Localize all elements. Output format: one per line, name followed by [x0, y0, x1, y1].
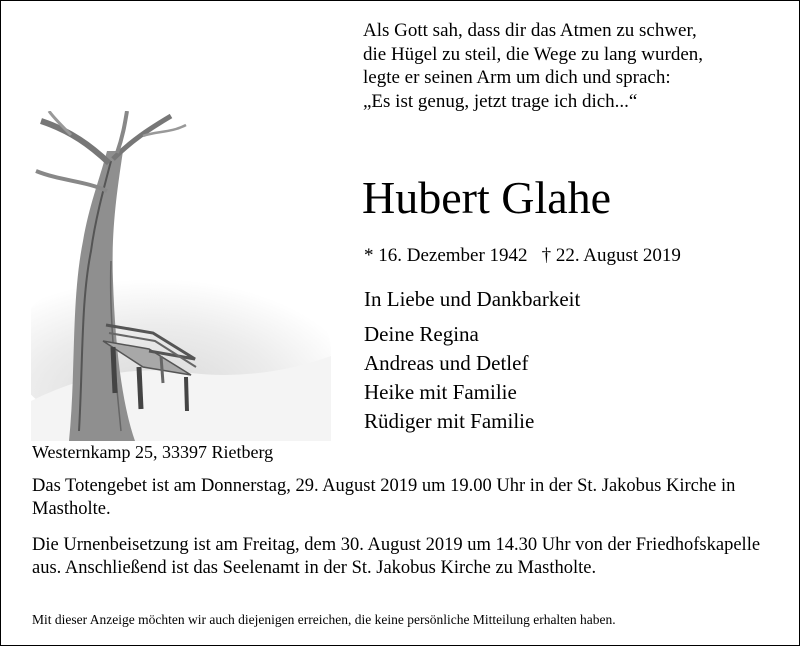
tree-and-bench-illustration [31, 111, 331, 441]
poem-line: „Es ist genug, jetzt trage ich dich...“ [363, 90, 638, 112]
mourner: Deine Regina [364, 322, 479, 346]
mourner: Rüdiger mit Familie [364, 409, 535, 433]
life-dates [364, 244, 681, 268]
prayer-service-paragraph: Das Totengebet ist am Donnerstag, 29. August 2019 um 19.00 Uhr in der St. Jakobus Kirche in Mastholte. [32, 476, 736, 519]
mourner: Heike mit Familie [364, 380, 517, 404]
birth-date: * 16. Dezember 1942 [364, 245, 528, 266]
mourners-list [364, 320, 534, 436]
deceased-name: Hubert Glahe [362, 172, 612, 223]
address: Westernkamp 25, 33397 Rietberg [32, 442, 274, 462]
mourner: Andreas und Detlef [364, 351, 529, 375]
footnote: Mit dieser Anzeige möchten wir auch diejenigen erreichen, die keine persönliche Mitteilung erhalten haben. [32, 612, 616, 627]
poem-line: legte er seinen Arm um dich und sprach: [363, 67, 671, 88]
death-date: † 22. August 2019 [541, 245, 681, 266]
poem-line: Als Gott sah, dass dir das Atmen zu schwer, [363, 20, 697, 41]
poem-line: die Hügel zu steil, die Wege zu lang wurden, [363, 43, 704, 65]
burial-paragraph: Die Urnenbeisetzung ist am Freitag, dem 30. August 2019 um 14.30 Uhr von der Friedhofskapelle aus. Anschließend ist das Seelenamt in der St. Jakobus Kirche zu Mastholte. [32, 535, 761, 578]
poem [363, 19, 703, 113]
thanks-line: In Liebe und Dankbarkeit [364, 287, 581, 311]
